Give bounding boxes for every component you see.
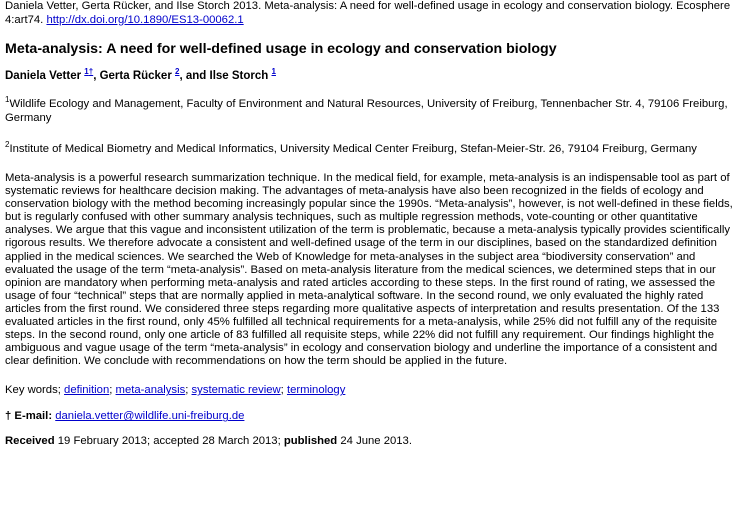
- affiliation: [5, 142, 733, 156]
- keyword-separator: ;: [185, 384, 189, 397]
- email-link[interactable]: daniela.vetter@wildlife.uni-freiburg.de: [55, 410, 245, 423]
- keywords: [5, 383, 733, 397]
- affiliation-ref-link[interactable]: 2: [175, 67, 180, 77]
- author-name: Daniela Vetter: [5, 70, 82, 82]
- article-title: Meta-analysis: A need for well-defined usage in ecology and conservation biology: [5, 41, 557, 57]
- received-label: Received: [5, 435, 55, 448]
- author-name: Ilse Storch: [209, 70, 269, 82]
- citation-text: Daniela Vetter, Gerta Rücker, and Ilse Storch 2013. Meta-analysis: A need for well-defined usage in ecology and conservation biology. Ecosphere 4:art74.: [5, 0, 731, 26]
- email-line: [5, 409, 733, 423]
- keyword-link[interactable]: meta-analysis: [115, 384, 186, 397]
- doi-link[interactable]: http://dx.doi.org/10.1890/ES13-00062.1: [46, 13, 244, 26]
- author-separator: , and: [179, 70, 210, 82]
- published-label: published: [283, 435, 338, 448]
- keyword-separator: ;: [280, 384, 284, 397]
- affiliation-ref-link[interactable]: 1: [271, 67, 276, 77]
- affiliation-text: Institute of Medical Biometry and Medical Informatics, University Medical Center Freiburg, Stefan-Meier-Str. 26, 79104 Freiburg, Germany: [9, 143, 697, 155]
- affiliation-number: 2: [5, 140, 10, 150]
- received-dates: 19 February 2013; accepted 28 March 2013;: [57, 435, 281, 448]
- author-separator: ,: [93, 70, 100, 82]
- citation: [5, 0, 733, 27]
- keyword-link[interactable]: definition: [64, 384, 110, 397]
- abstract: Meta-analysis is a powerful research summarization technique. In the medical field, for example, meta-analysis is an indispensable tool as part of systematic reviews for healthcare decision making. The advantages of meta-analysis have also been recognized in the fields of ecology and conservation biology with the method becoming increasingly popular since the 1990s. “Meta-analysis”, however, is not well-defined in these fields, but is regularly confused with other summary analysis techniques, such as multiple regression methods, vote-counting or other quantitative analyses. We argue that this vague and inconsistent utilization of the term is problematic, because a meta-analysis typically provides scientifically rigorous results. We therefore advocate a consistent and well-defined usage of the term in our disciplines, based on the standardized definition applied in the medical sciences. We searched the Web of Knowledge for meta-analyses in the subject area “biodiversity conservation” and evaluated the usage of the term “meta-analysis”. Based on meta-analysis literature from the medical sciences, we determined steps that in our opinion are mandatory when performing meta-analysis and rated articles according to these steps. In the first round of rating, we assessed the usage of four “technical” steps that are normally applied in meta-analytical software. In the second round, we only evaluated the highly rated articles from the first round. We considered three steps regarding more qualitative aspects of interpretation and results presentation. Of the 133 evaluated articles in the first round, only 45% fulfilled all technical requirements for a meta-analysis, while 25% did not fulfill any of the requisite steps. In the second round, only one article of 83 fulfilled all requisite steps, while 22% did not fulfill any requirement. Our findings highlight the ambiguous and vague usage of the term “meta-analysis” in ecology and conservation biology and underline the importance of a consistent and clear definition. We conclude with recommendations on how the term should be applied in the future.: [5, 172, 733, 368]
- keyword-link[interactable]: systematic review: [191, 384, 281, 397]
- affiliation-text: Wildlife Ecology and Management, Faculty of Environment and Natural Resources, University of Freiburg, Tennenbacher Str. 4, 79106 Freiburg, Germany: [5, 98, 728, 124]
- keywords-label: Key words;: [5, 384, 61, 397]
- keyword-link[interactable]: terminology: [286, 384, 346, 397]
- article-page: [5, 0, 733, 448]
- author-list: [5, 69, 733, 83]
- affiliation: [5, 97, 733, 125]
- corresponding-author-link[interactable]: †: [88, 67, 94, 77]
- affiliation-ref-link[interactable]: 1: [84, 67, 89, 77]
- keyword-separator: ;: [109, 384, 113, 397]
- email-label: † E-mail:: [5, 410, 53, 423]
- published-date: 24 June 2013.: [340, 435, 412, 448]
- affiliation-number: 1: [5, 95, 10, 105]
- author-name: Gerta Rücker: [99, 70, 172, 82]
- publication-dates: [5, 434, 733, 448]
